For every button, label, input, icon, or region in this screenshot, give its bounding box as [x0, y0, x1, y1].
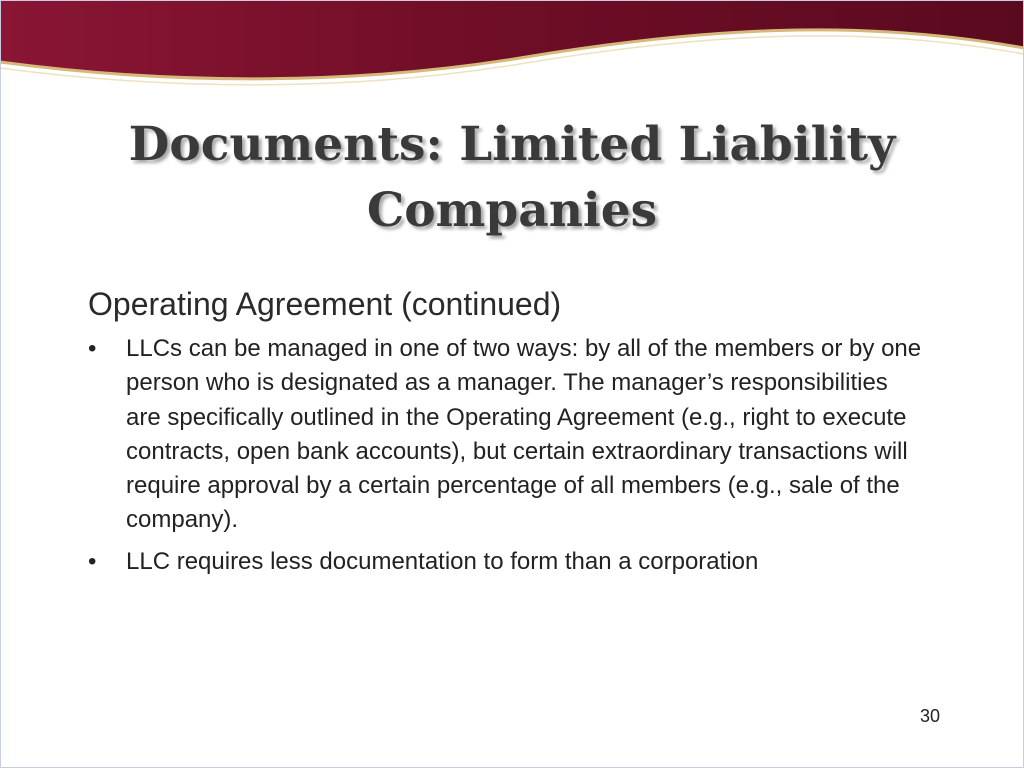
- bullet-item: [88, 545, 928, 579]
- bullet-text: LLCs can be managed in one of two ways: by all of the members or by one person who is designated as a manager. The manager’s responsibilities are specifically outlined in the Operating Agreement (e.g., right to execute contracts, open bank accounts), but certain extraordinary transactions will require approval by a certain percentage of all members (e.g., sale of the company).: [126, 335, 922, 534]
- bullet-marker: •: [88, 547, 97, 575]
- bullet-item: [88, 332, 928, 538]
- title-line-1: Documents: Limited Liability: [128, 117, 896, 172]
- section-heading: Operating Agreement (continued): [88, 286, 562, 322]
- bullet-text: LLC requires less documentation to form than a corporation: [126, 547, 759, 575]
- slide-body: [88, 282, 928, 586]
- header-banner: [0, 0, 1024, 110]
- bullet-marker: •: [88, 335, 97, 362]
- slide-title: [60, 112, 964, 244]
- title-line-2: Companies: [366, 183, 658, 238]
- page-number: 30: [919, 706, 940, 726]
- bullet-list: [88, 332, 928, 579]
